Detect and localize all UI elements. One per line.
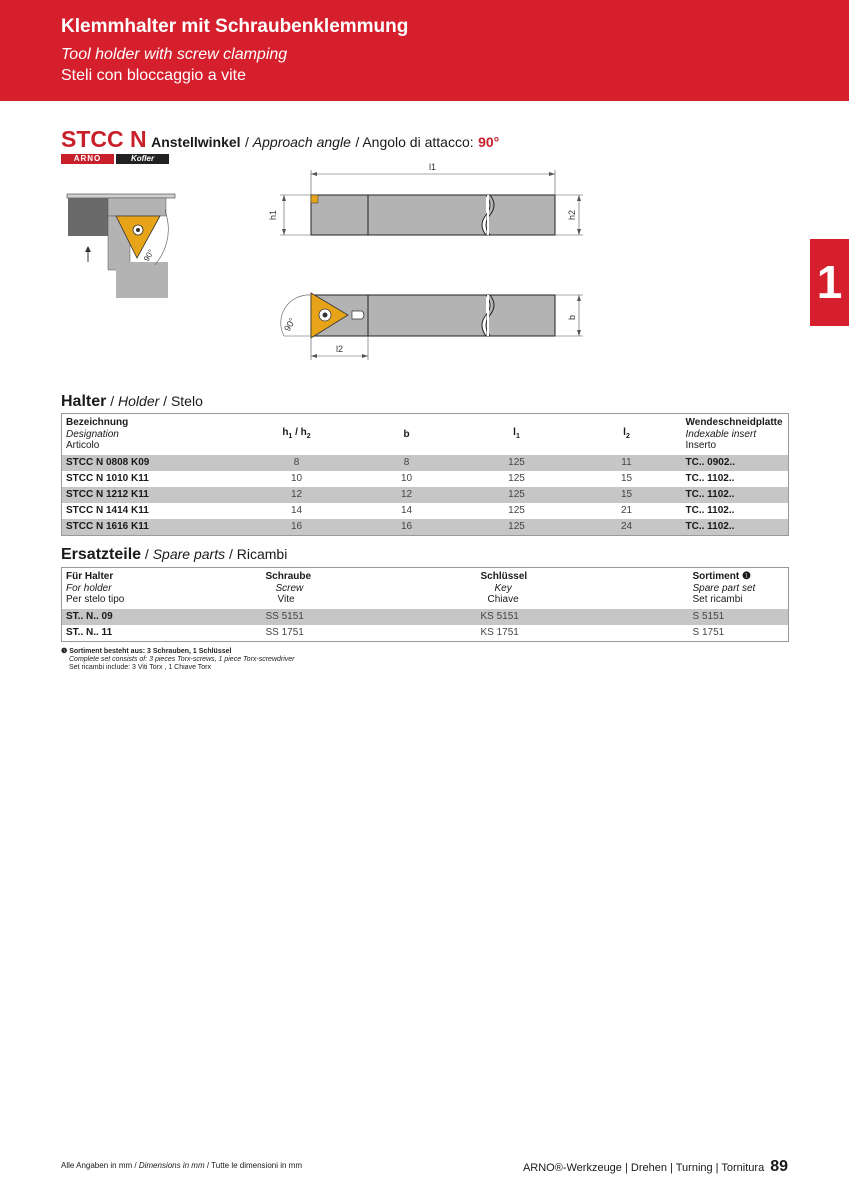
page-number: 89 (770, 1158, 788, 1175)
holder-b: 10 (352, 471, 462, 487)
holder-insert: TC.. 1102.. (682, 471, 789, 487)
holder-b: 12 (352, 487, 462, 503)
footnote-en: Complete set consists of: 3 pieces Torx-screws, 1 piece Torx-screwdriver (69, 656, 295, 663)
holder-l2: 15 (572, 487, 682, 503)
series-title: STCC N Anstellwinkel / Approach angle / Angolo di attacco: 90° (61, 126, 500, 152)
footer-brand (523, 1158, 788, 1176)
col-l1: $l_1$ (462, 414, 572, 455)
spare-table-header (62, 568, 789, 609)
holder-b: 16 (352, 519, 462, 536)
header-title-de: Klemmhalter mit Schraubenklemmung (61, 16, 409, 37)
side-view (268, 162, 583, 235)
holder-h: 16 (242, 519, 352, 536)
col-screw-de: Schraube (265, 571, 312, 582)
arrow-up-icon (85, 246, 91, 252)
holder-designation: STCC N 1616 K11 (62, 519, 242, 536)
holder-l2: 21 (572, 503, 682, 519)
holder-h: 12 (242, 487, 352, 503)
footnote-it: Set ricambi include: 3 Viti Torx , 1 Chiave Torx (69, 664, 212, 671)
holder-l1: 125 (462, 487, 572, 503)
spare-set: S 5151 (689, 609, 789, 625)
holder-title-it: Stelo (170, 393, 203, 409)
holder-b: 8 (352, 455, 462, 471)
spare-title-it: Ricambi (236, 546, 288, 562)
spare-screw: SS 5151 (262, 609, 477, 625)
footnote (61, 648, 295, 672)
header-title-en: Tool holder with screw clamping (61, 46, 288, 63)
spare-holder: ST.. N.. 09 (62, 609, 262, 625)
table-row (62, 471, 789, 487)
col-holder-it: Per stelo tipo (66, 594, 125, 605)
table-row (62, 503, 789, 519)
chapter-tab: 1 (810, 239, 849, 326)
kofler-logo: Kofler (116, 154, 169, 164)
dim-l2: l2 (336, 344, 344, 354)
table-row (62, 455, 789, 471)
holder-insert: TC.. 1102.. (682, 519, 789, 536)
holder-l2: 11 (572, 455, 682, 471)
holder-designation: STCC N 1010 K11 (62, 471, 242, 487)
table-row (62, 609, 789, 625)
header-title-it: Steli con bloccaggio a vite (61, 67, 246, 84)
col-b: b (352, 414, 462, 455)
col-key-it: Chiave (487, 594, 519, 605)
table-row (62, 625, 789, 642)
col-insert-it: Inserto (685, 440, 717, 451)
holder-h: 10 (242, 471, 352, 487)
col-set-en: Spare part set (692, 582, 756, 594)
col-designation-de: Bezeichnung (66, 417, 129, 428)
top-view (281, 293, 583, 360)
col-designation-en: Designation (66, 428, 119, 440)
angle-label-en: Approach angle (252, 134, 351, 150)
spare-set: S 1751 (689, 625, 789, 642)
holder-l2: 15 (572, 471, 682, 487)
col-screw-en: Screw (275, 582, 304, 594)
spare-table (61, 567, 789, 642)
footer-units: Alle Angaben in mm / Dimensions in mm / Tutte le dimensioni in mm (61, 1161, 303, 1170)
holder-designation: STCC N 0808 K09 (62, 455, 242, 471)
dim-l1: l1 (429, 162, 437, 172)
spare-title-de: Ersatzteile (61, 546, 142, 563)
angle-label-it: Angolo di attacco: (362, 134, 474, 150)
holder-section-title: Halter / Holder / Stelo (61, 393, 203, 410)
technical-drawing (0, 0, 849, 380)
angle-label-de: Anstellwinkel (151, 134, 241, 150)
holder-title-de: Halter (61, 393, 107, 410)
col-key-en: Key (494, 582, 512, 594)
holder-insert: TC.. 0902.. (682, 455, 789, 471)
dim-h1: h1 (268, 209, 278, 220)
holder-designation: STCC N 1414 K11 (62, 503, 242, 519)
holder-table (61, 413, 789, 536)
col-key-de: Schlüssel (480, 571, 528, 582)
footer-units-de: Alle Angaben in mm (61, 1161, 133, 1170)
angle-label: 90° (282, 316, 298, 333)
holder-insert: TC.. 1102.. (682, 487, 789, 503)
dim-h2: h2 (567, 209, 577, 220)
col-designation-it: Articolo (66, 440, 100, 451)
holder-b: 14 (352, 503, 462, 519)
mounting-schematic (67, 194, 175, 298)
footer-units-it: Tutte le dimensioni in mm (211, 1161, 303, 1170)
footnote-de: Sortiment besteht aus: 3 Schrauben, 1 Schlüssel (69, 648, 232, 655)
table-row (62, 487, 789, 503)
spare-key: KS 5151 (477, 609, 689, 625)
col-holder-en: For holder (66, 582, 112, 594)
holder-l2: 24 (572, 519, 682, 536)
holder-l1: 125 (462, 455, 572, 471)
spare-title-en: Spare parts (152, 546, 226, 562)
series-code: STCC N (61, 126, 147, 152)
spare-section-title: Ersatzteile / Spare parts / Ricambi (61, 546, 288, 563)
holder-l1: 125 (462, 519, 572, 536)
small-angle-label: 90° (141, 248, 156, 263)
col-insert-en: Indexable insert (685, 428, 757, 440)
set-marker-icon: ❶ (741, 571, 751, 582)
angle-value: 90° (478, 134, 500, 150)
holder-l1: 125 (462, 503, 572, 519)
col-screw-it: Vite (277, 594, 295, 605)
holder-designation: STCC N 1212 K11 (62, 487, 242, 503)
spare-screw: SS 1751 (262, 625, 477, 642)
spare-key: KS 1751 (477, 625, 689, 642)
spare-holder: ST.. N.. 11 (62, 625, 262, 642)
footer-units-en: Dimensions in mm (138, 1161, 205, 1170)
holder-l1: 125 (462, 471, 572, 487)
dim-b: b (567, 314, 577, 320)
footnote-marker-icon: ❶ (61, 648, 68, 655)
holder-table-header (62, 414, 789, 455)
holder-title-en: Holder (118, 393, 160, 409)
col-h: $h_1 / h_2$ (242, 414, 352, 455)
holder-insert: TC.. 1102.. (682, 503, 789, 519)
col-set-de: Sortiment ❶ (692, 571, 751, 582)
arno-logo: ARNO (61, 154, 114, 164)
holder-h: 8 (242, 455, 352, 471)
col-holder-de: Für Halter (66, 571, 114, 582)
col-l2: $l_2$ (572, 414, 682, 455)
table-row (62, 519, 789, 536)
col-insert-de: Wendeschneidplatte (685, 417, 783, 428)
col-set-it: Set ricambi (692, 594, 743, 605)
footer-brand-text: ARNO®-Werkzeuge | Drehen | Turning | Tornitura (522, 1162, 765, 1174)
holder-h: 14 (242, 503, 352, 519)
